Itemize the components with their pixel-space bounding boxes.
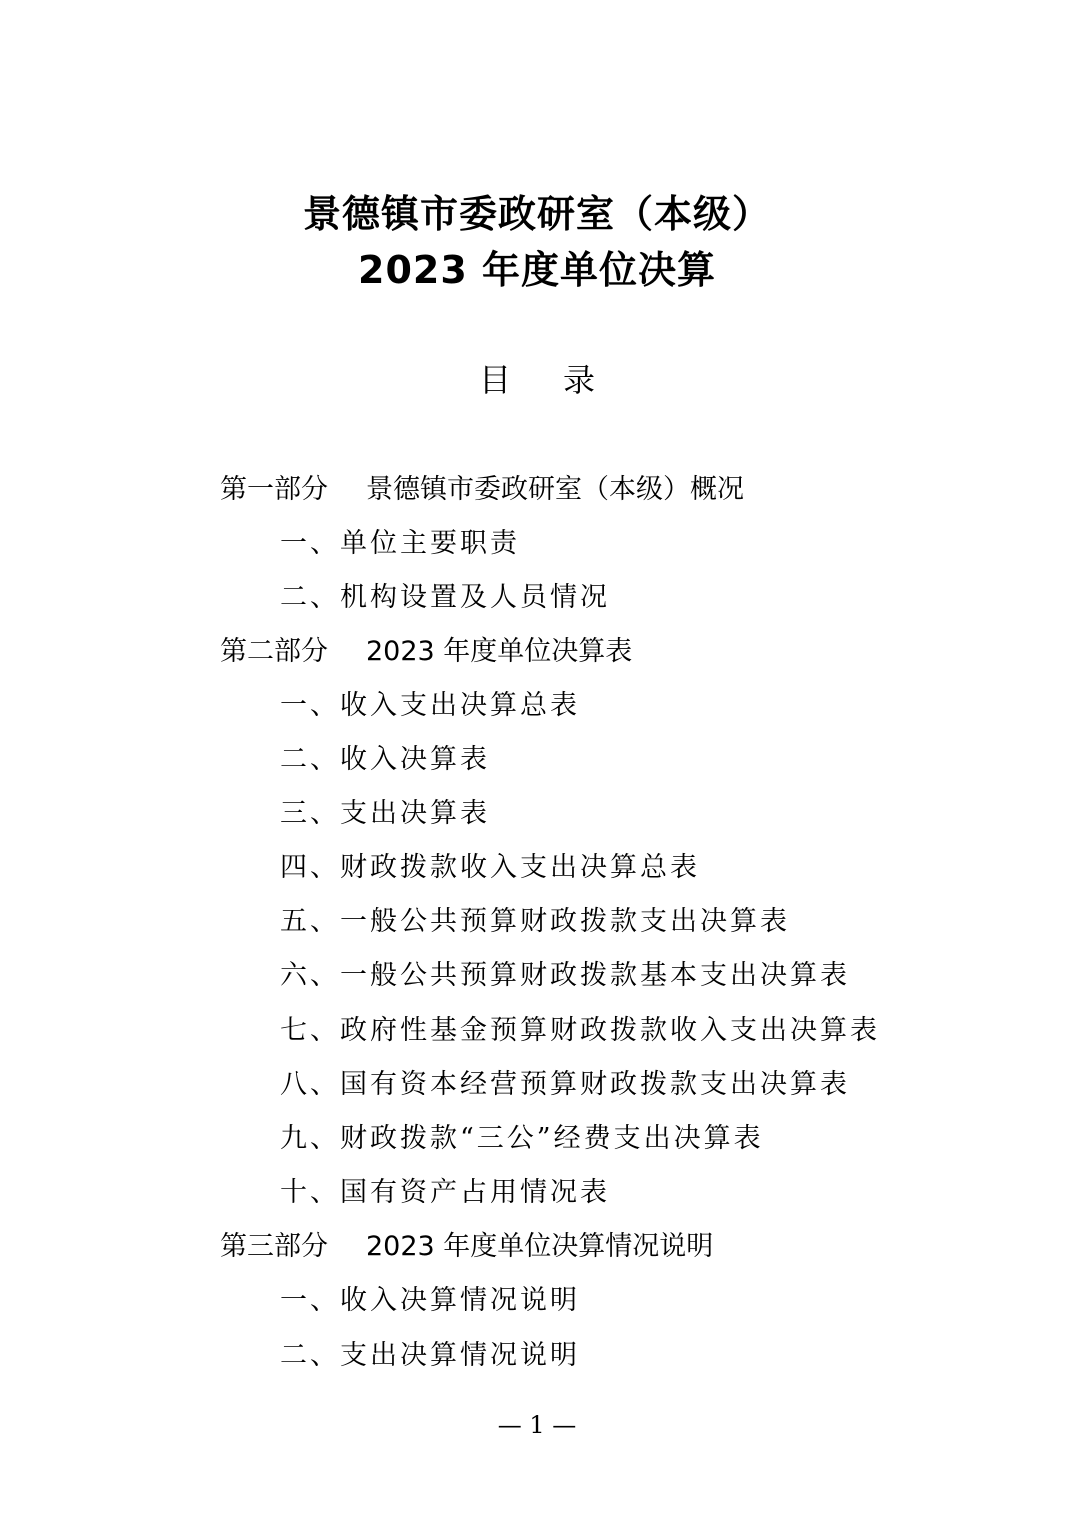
toc-item[interactable]: 二、机构设置及人员情况 <box>280 582 610 613</box>
toc-item[interactable]: 三、支出决算表 <box>280 798 490 829</box>
toc-part-3-title: 2023 年度单位决算情况说明 <box>366 1231 714 1262</box>
toc-part-2-title: 2023 年度单位决算表 <box>366 636 633 667</box>
toc-item[interactable]: 九、财政拨款“三公”经费支出决算表 <box>280 1123 764 1154</box>
toc-item[interactable]: 一、收入支出决算总表 <box>280 690 580 721</box>
toc-part-2[interactable] <box>220 634 632 670</box>
toc-item[interactable]: 十、国有资产占用情况表 <box>280 1177 610 1208</box>
toc-part-1-title: 景德镇市委政研室（本级）概况 <box>366 474 744 505</box>
document-title-line2: 2023 年度单位决算 <box>358 248 716 292</box>
toc-item[interactable]: 八、国有资本经营预算财政拨款支出决算表 <box>280 1069 850 1100</box>
toc-item[interactable]: 二、支出决算情况说明 <box>280 1340 580 1371</box>
toc-item[interactable]: 五、一般公共预算财政拨款支出决算表 <box>280 906 790 937</box>
toc-item[interactable]: 二、收入决算表 <box>280 744 490 775</box>
document-title-line1: 景德镇市委政研室（本级） <box>302 192 771 236</box>
toc-part-3[interactable] <box>220 1229 713 1265</box>
toc-item[interactable]: 一、收入决算情况说明 <box>280 1285 580 1316</box>
toc-item[interactable]: 七、政府性基金预算财政拨款收入支出决算表 <box>280 1015 880 1046</box>
toc-heading: 目录 <box>478 361 647 399</box>
toc-part-3-label: 第三部分 <box>220 1231 328 1262</box>
toc-part-1[interactable] <box>220 472 744 508</box>
toc-item[interactable]: 六、一般公共预算财政拨款基本支出决算表 <box>280 960 850 991</box>
toc-part-2-label: 第二部分 <box>220 636 328 667</box>
toc-item[interactable]: 四、财政拨款收入支出决算总表 <box>280 852 700 883</box>
page-number: — 1 — <box>497 1411 577 1439</box>
toc-item[interactable]: 一、单位主要职责 <box>280 528 520 559</box>
toc-part-1-label: 第一部分 <box>220 474 328 505</box>
